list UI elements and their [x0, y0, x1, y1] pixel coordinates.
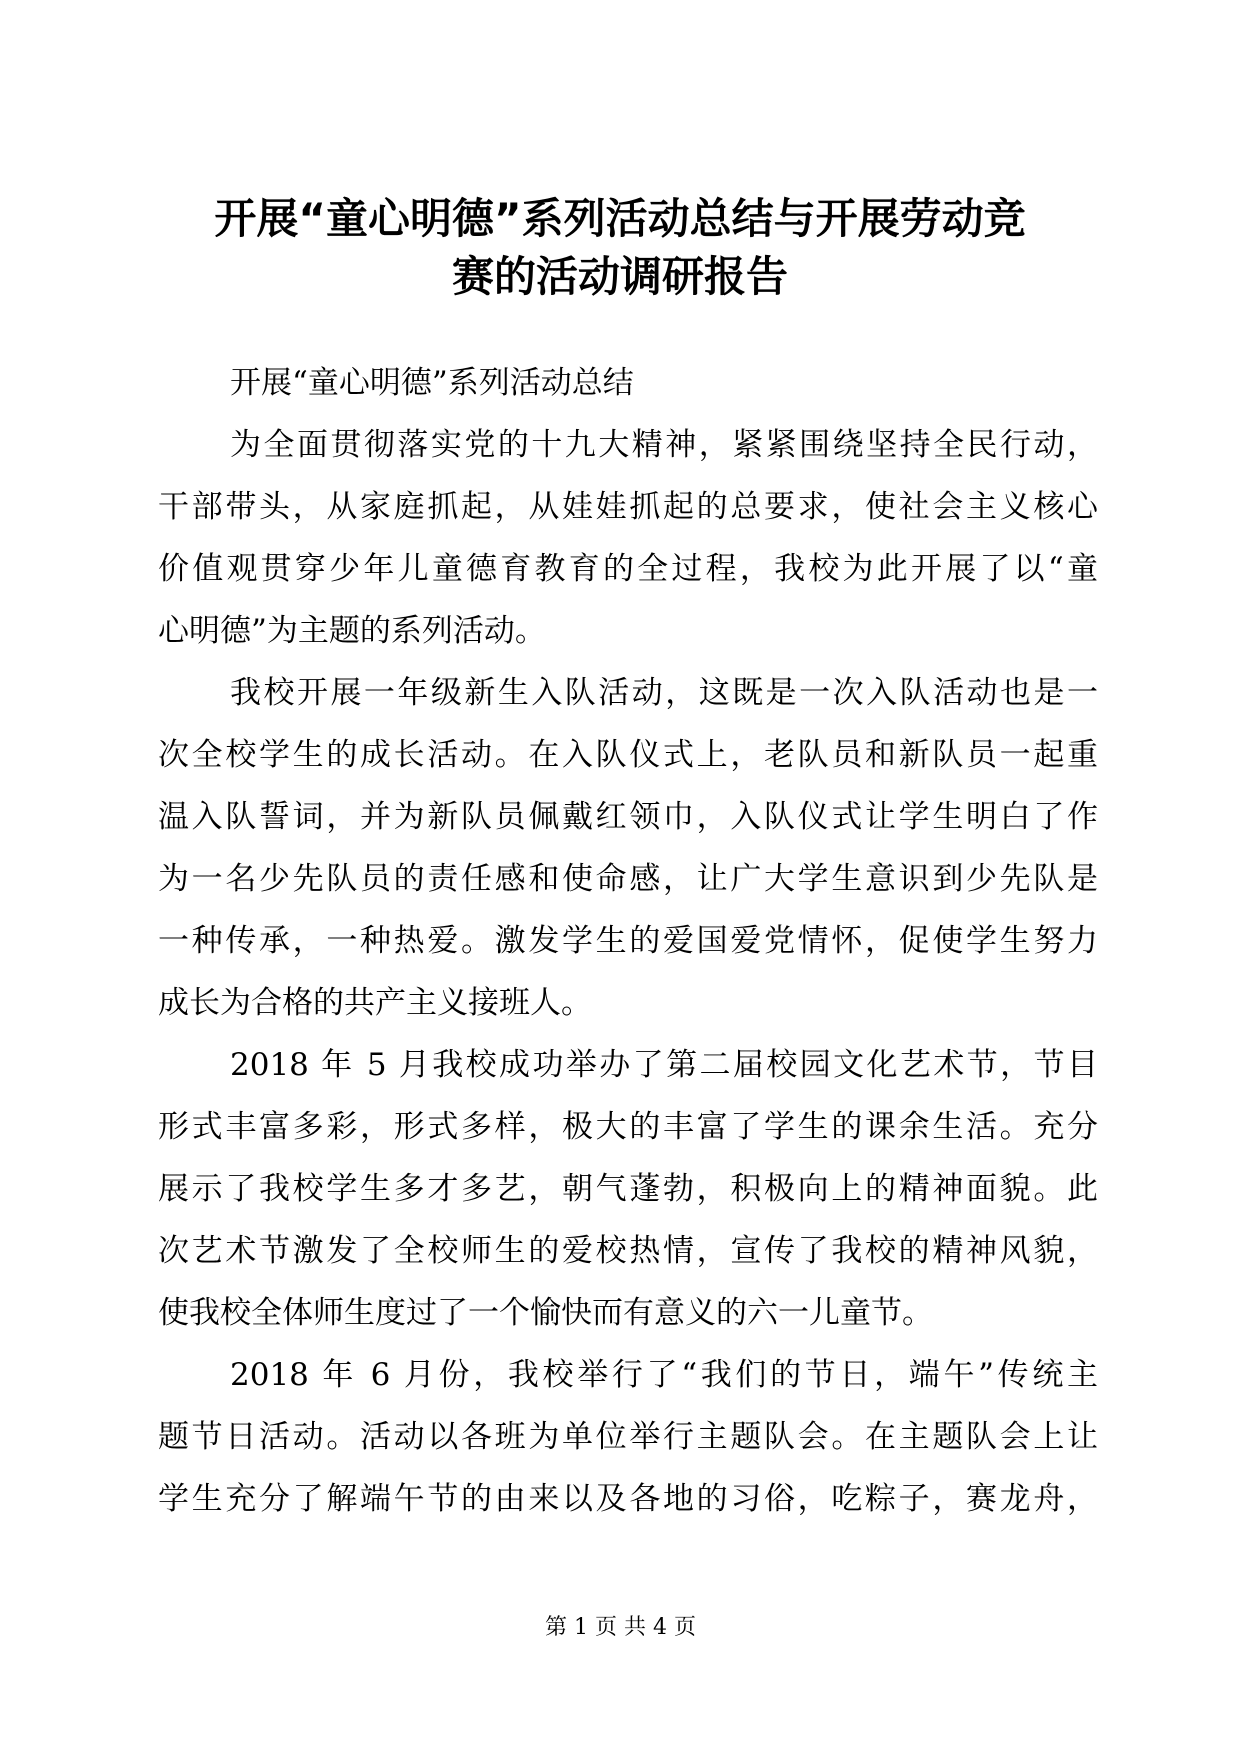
paragraph-intro	[158, 414, 1098, 662]
paragraph-line: 题节日活动。活动以各班为单位举行主题队会。在主题队会上让	[158, 1419, 1098, 1455]
title-line: 赛的活动调研报告	[451, 252, 788, 301]
title-line: 开展“童心明德”系列活动总结与开展劳动竞	[214, 194, 1026, 243]
paragraph-line: 一种传承，一种热爱。激发学生的爱国爱党情怀，促使学生努力	[158, 923, 1098, 959]
paragraph-line: 展示了我校学生多才多艺，朝气蓬勃，积极向上的精神面貌。此	[158, 1171, 1098, 1207]
paragraph-dragon-boat	[158, 1344, 1098, 1530]
paragraph-line: 心明德”为主题的系列活动。	[158, 613, 546, 649]
document-title	[140, 190, 1100, 306]
paragraph-line: 次艺术节激发了全校师生的爱校热情，宣传了我校的精神风貌，	[158, 1233, 1098, 1269]
paragraph-line: 使我校全体师生度过了一个愉快而有意义的六一儿童节。	[158, 1295, 933, 1331]
subheading-line: 开展“童心明德”系列活动总结	[230, 365, 634, 401]
section-subheading	[158, 352, 1098, 414]
paragraph-line: 2018 年 5 月我校成功举办了第二届校园文化艺术节，节目	[230, 1047, 1098, 1083]
paragraph-line: 2018 年 6 月份，我校举行了“我们的节日，端午”传统主	[230, 1357, 1098, 1393]
paragraph-line: 价值观贯穿少年儿童德育教育的全过程，我校为此开展了以“童	[158, 551, 1098, 587]
paragraph-art-festival	[158, 1034, 1098, 1344]
paragraph-line: 学生充分了解端午节的由来以及各地的习俗，吃粽子，赛龙舟，	[158, 1481, 1098, 1517]
paragraph-line: 我校开展一年级新生入队活动，这既是一次入队活动也是一	[230, 675, 1098, 711]
paragraph-line: 次全校学生的成长活动。在入队仪式上，老队员和新队员一起重	[158, 737, 1098, 773]
paragraph-line: 温入队誓词，并为新队员佩戴红领巾，入队仪式让学生明白了作	[158, 799, 1098, 835]
paragraph-line: 为一名少先队员的责任感和使命感，让广大学生意识到少先队是	[158, 861, 1098, 897]
paragraph-line: 干部带头，从家庭抓起，从娃娃抓起的总要求，使社会主义核心	[158, 489, 1098, 525]
page-number-footer: 第 1 页 共 4 页	[545, 1615, 696, 1640]
paragraph-line: 成长为合格的共产主义接班人。	[158, 985, 592, 1021]
paragraph-line: 为全面贯彻落实党的十九大精神，紧紧围绕坚持全民行动，	[230, 427, 1098, 463]
paragraph-line: 形式丰富多彩，形式多样，极大的丰富了学生的课余生活。充分	[158, 1109, 1098, 1145]
paragraph-induction	[158, 662, 1098, 1034]
document-body	[158, 352, 1098, 1530]
